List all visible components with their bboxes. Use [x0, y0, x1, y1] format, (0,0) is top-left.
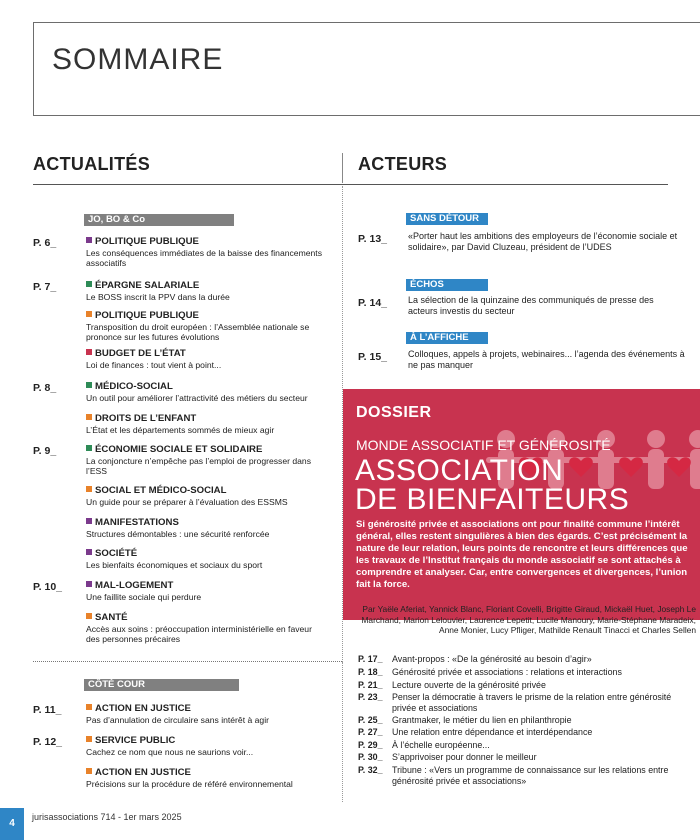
dossier-item-title: À l’échelle européenne...: [392, 740, 490, 750]
category-square-icon: [86, 704, 92, 710]
dossier-item: [358, 765, 698, 787]
page-number: P. 13_: [358, 233, 388, 245]
entry-category: [86, 236, 326, 248]
dossier-title-line2: DE BIENFAITEURS: [355, 483, 630, 516]
entry-category: [86, 348, 326, 360]
entry-description: Un outil pour améliorer l’attractivité des métiers du secteur: [86, 393, 308, 403]
entry-description: Une faillite sociale qui perdure: [86, 592, 202, 602]
entry-category-label: SOCIÉTÉ: [95, 548, 138, 559]
title-box: [33, 22, 700, 116]
dossier-item-title: Lecture ouverte de la générosité privée: [392, 680, 546, 690]
page-number: P. 25_: [358, 715, 383, 725]
dossier-intro: Si générosité privée et associations ont pour finalité commune l’intérêt général, elles restent singulières à bien des égards. C’est précisément la nature de leur relation, leurs points de rencontre et leurs différences que les travaux de l’Institut français du monde associatif se sont attachés à comprendre et analyser. Car, entre convergences et divergences, l’union fait la force.: [356, 519, 688, 590]
entry-description: Accès aux soins : préoccupation interministérielle en faveur des personnes précaires: [86, 624, 312, 644]
entry-category-label: SANTÉ: [95, 612, 128, 623]
entry-description: Les conséquences immédiates de la baisse des financements associatifs: [86, 248, 322, 268]
page-number: P. 29_: [358, 740, 383, 750]
page-number: P. 9_: [33, 445, 57, 457]
page-number: P. 12_: [33, 736, 63, 748]
page-number: P. 10_: [33, 581, 63, 593]
dossier-label: DOSSIER: [356, 404, 432, 421]
toc-entry: [86, 310, 326, 342]
category-square-icon: [86, 549, 92, 555]
page-number: P. 21_: [358, 680, 383, 690]
entry-category-label: MÉDICO-SOCIAL: [95, 381, 173, 392]
entry-description: Les bienfaits économiques et sociaux du sport: [86, 560, 263, 570]
category-square-icon: [86, 518, 92, 524]
category-square-icon: [86, 237, 92, 243]
entry-category: [86, 444, 326, 456]
acteurs-desc-sans-detour: «Porter haut les ambitions des employeurs de l’économie sociale et solidaire», par David Cluzeau, président de l’UDES: [408, 231, 678, 252]
page-number: P. 11_: [33, 704, 62, 716]
dossier-item-title: Une relation entre dépendance et interdépendance: [392, 727, 593, 737]
toc-entry: [86, 444, 326, 476]
entry-description: Un guide pour se préparer à l’évaluation des ESSMS: [86, 497, 288, 507]
entry-category-label: SOCIAL ET MÉDICO-SOCIAL: [95, 485, 227, 496]
entry-category: [86, 612, 326, 624]
toc-entry: [86, 280, 326, 302]
toc-entry: [86, 767, 326, 789]
dossier-authors: Par Yaële Aferiat, Yannick Blanc, Floriant Covelli, Brigitte Giraud, Mickaël Huet, Joseph Le Marchand, Marion Lelouvier, Laurence Lepetit, Lucile Manoury, Marie-Stéphane Maradeix, Anne Monier, Lucy Pfliger, Mathilde Renault Tinacci et Charles Sellen: [361, 604, 696, 636]
category-square-icon: [86, 349, 92, 355]
heading-rule: [33, 184, 668, 185]
acteurs-desc-a-l-affiche: Colloques, appels à projets, webinaires... l’agenda des événements à ne pas manquer: [408, 349, 685, 370]
section-divider: [33, 661, 342, 662]
page-number: P. 15_: [358, 351, 388, 363]
entry-category: [86, 703, 326, 715]
section-label-cote-cour: CÔTÉ COUR: [84, 679, 239, 691]
toc-entry: [86, 413, 326, 435]
entry-category-label: MAL-LOGEMENT: [95, 580, 174, 591]
dossier-block: [343, 389, 700, 620]
entry-category: [86, 517, 326, 529]
category-square-icon: [86, 736, 92, 742]
entry-category: [86, 580, 326, 592]
entry-category-label: POLITIQUE PUBLIQUE: [95, 310, 199, 321]
entry-category-label: DROITS DE L’ENFANT: [95, 413, 197, 424]
page-number: P. 32_: [358, 765, 383, 775]
category-square-icon: [86, 414, 92, 420]
category-square-icon: [86, 281, 92, 287]
entry-description: La conjoncture n’empêche pas l’emploi de progresser dans l’ESS: [86, 456, 312, 476]
column-divider-top: [342, 153, 343, 183]
page-number: P. 6_: [33, 237, 57, 249]
section-label-a-l-affiche: À L’AFFICHE: [406, 332, 488, 344]
section-label-echos: ÉCHOS: [406, 279, 488, 291]
entry-description: Précisions sur la procédure de référé environnemental: [86, 779, 293, 789]
page-title: SOMMAIRE: [52, 43, 224, 76]
category-square-icon: [86, 445, 92, 451]
acteurs-heading: ACTEURS: [358, 154, 448, 174]
column-divider-dotted-low: [342, 662, 343, 802]
entry-category: [86, 280, 326, 292]
page-number: P. 14_: [358, 297, 388, 309]
entry-description: Cachez ce nom que nous ne saurions voir...: [86, 747, 254, 757]
actualites-heading: ACTUALITÉS: [33, 154, 150, 174]
toc-entry: [86, 517, 326, 539]
entry-description: Pas d’annulation de circulaire sans intérêt à agir: [86, 715, 269, 725]
entry-category-label: ÉCONOMIE SOCIALE ET SOLIDAIRE: [95, 444, 263, 455]
entry-category-label: MANIFESTATIONS: [95, 517, 179, 528]
section-label-sans-detour: SANS DÉTOUR: [406, 213, 488, 225]
entry-category: [86, 735, 326, 747]
page-number: P. 18_: [358, 667, 383, 677]
dossier-item: [358, 692, 698, 714]
entry-category-label: BUDGET DE L’ÉTAT: [95, 348, 186, 359]
dossier-item-title: Tribune : «Vers un programme de connaissance sur les relations entre générosité privée et associations»: [392, 765, 669, 786]
section-label-jo-bo: JO, BO & Co: [84, 214, 234, 226]
entry-description: Transposition du droit européen : l’Assemblée nationale se prononce sur les futures évolutions: [86, 322, 310, 342]
toc-entry: [86, 612, 326, 644]
category-square-icon: [86, 581, 92, 587]
entry-description: Loi de finances : tout vient à point...: [86, 360, 222, 370]
dossier-item-title: Penser la démocratie à travers le prisme de la relation entre générosité privée et associations: [392, 692, 672, 713]
entry-description: Le BOSS inscrit la PPV dans la durée: [86, 292, 230, 302]
entry-category: [86, 485, 326, 497]
toc-entry: [86, 236, 326, 268]
dossier-item-title: Avant-propos : «De la générosité au besoin d’agir»: [392, 654, 592, 664]
page-number: P. 27_: [358, 727, 383, 737]
entry-category-label: ACTION EN JUSTICE: [95, 767, 191, 778]
category-square-icon: [86, 613, 92, 619]
category-square-icon: [86, 382, 92, 388]
dossier-item-title: Générosité privée et associations : relations et interactions: [392, 667, 622, 677]
toc-entry: [86, 703, 326, 725]
entry-category-label: SERVICE PUBLIC: [95, 735, 176, 746]
page-number: P. 17_: [358, 654, 383, 664]
page-number: P. 8_: [33, 382, 57, 394]
acteurs-desc-echos: La sélection de la quinzaine des communiqués de presse des acteurs investis du secteur: [408, 295, 654, 316]
entry-description: Structures démontables : une sécurité renforcée: [86, 529, 270, 539]
page-number: P. 7_: [33, 281, 57, 293]
category-square-icon: [86, 486, 92, 492]
entry-category: [86, 548, 326, 560]
entry-category: [86, 413, 326, 425]
entry-category: [86, 767, 326, 779]
entry-category-label: ACTION EN JUSTICE: [95, 703, 191, 714]
entry-category: [86, 310, 326, 322]
dossier-item-title: S’apprivoiser pour donner le meilleur: [392, 752, 537, 762]
category-square-icon: [86, 311, 92, 317]
dossier-title-line1: ASSOCIATION: [355, 454, 564, 487]
page-number: P. 23_: [358, 692, 383, 702]
entry-category-label: POLITIQUE PUBLIQUE: [95, 236, 199, 247]
toc-entry: [86, 381, 326, 403]
entry-description: L’État et les départements sommés de mieux agir: [86, 425, 275, 435]
toc-entry: [86, 485, 326, 507]
dossier-subtitle: MONDE ASSOCIATIF ET GÉNÉROSITÉ: [356, 437, 611, 453]
dossier-item-title: Grantmaker, le métier du lien en philanthropie: [392, 715, 572, 725]
toc-entry: [86, 348, 326, 370]
toc-entry: [86, 580, 326, 602]
entry-category-label: ÉPARGNE SALARIALE: [95, 280, 200, 291]
category-square-icon: [86, 768, 92, 774]
page-number-badge: 4: [0, 808, 24, 840]
dossier-title: [355, 456, 629, 514]
publication-line: jurisassociations 714 - 1er mars 2025: [32, 812, 182, 822]
toc-entry: [86, 548, 326, 570]
entry-category: [86, 381, 326, 393]
toc-entry: [86, 735, 326, 757]
page-number: P. 30_: [358, 752, 383, 762]
